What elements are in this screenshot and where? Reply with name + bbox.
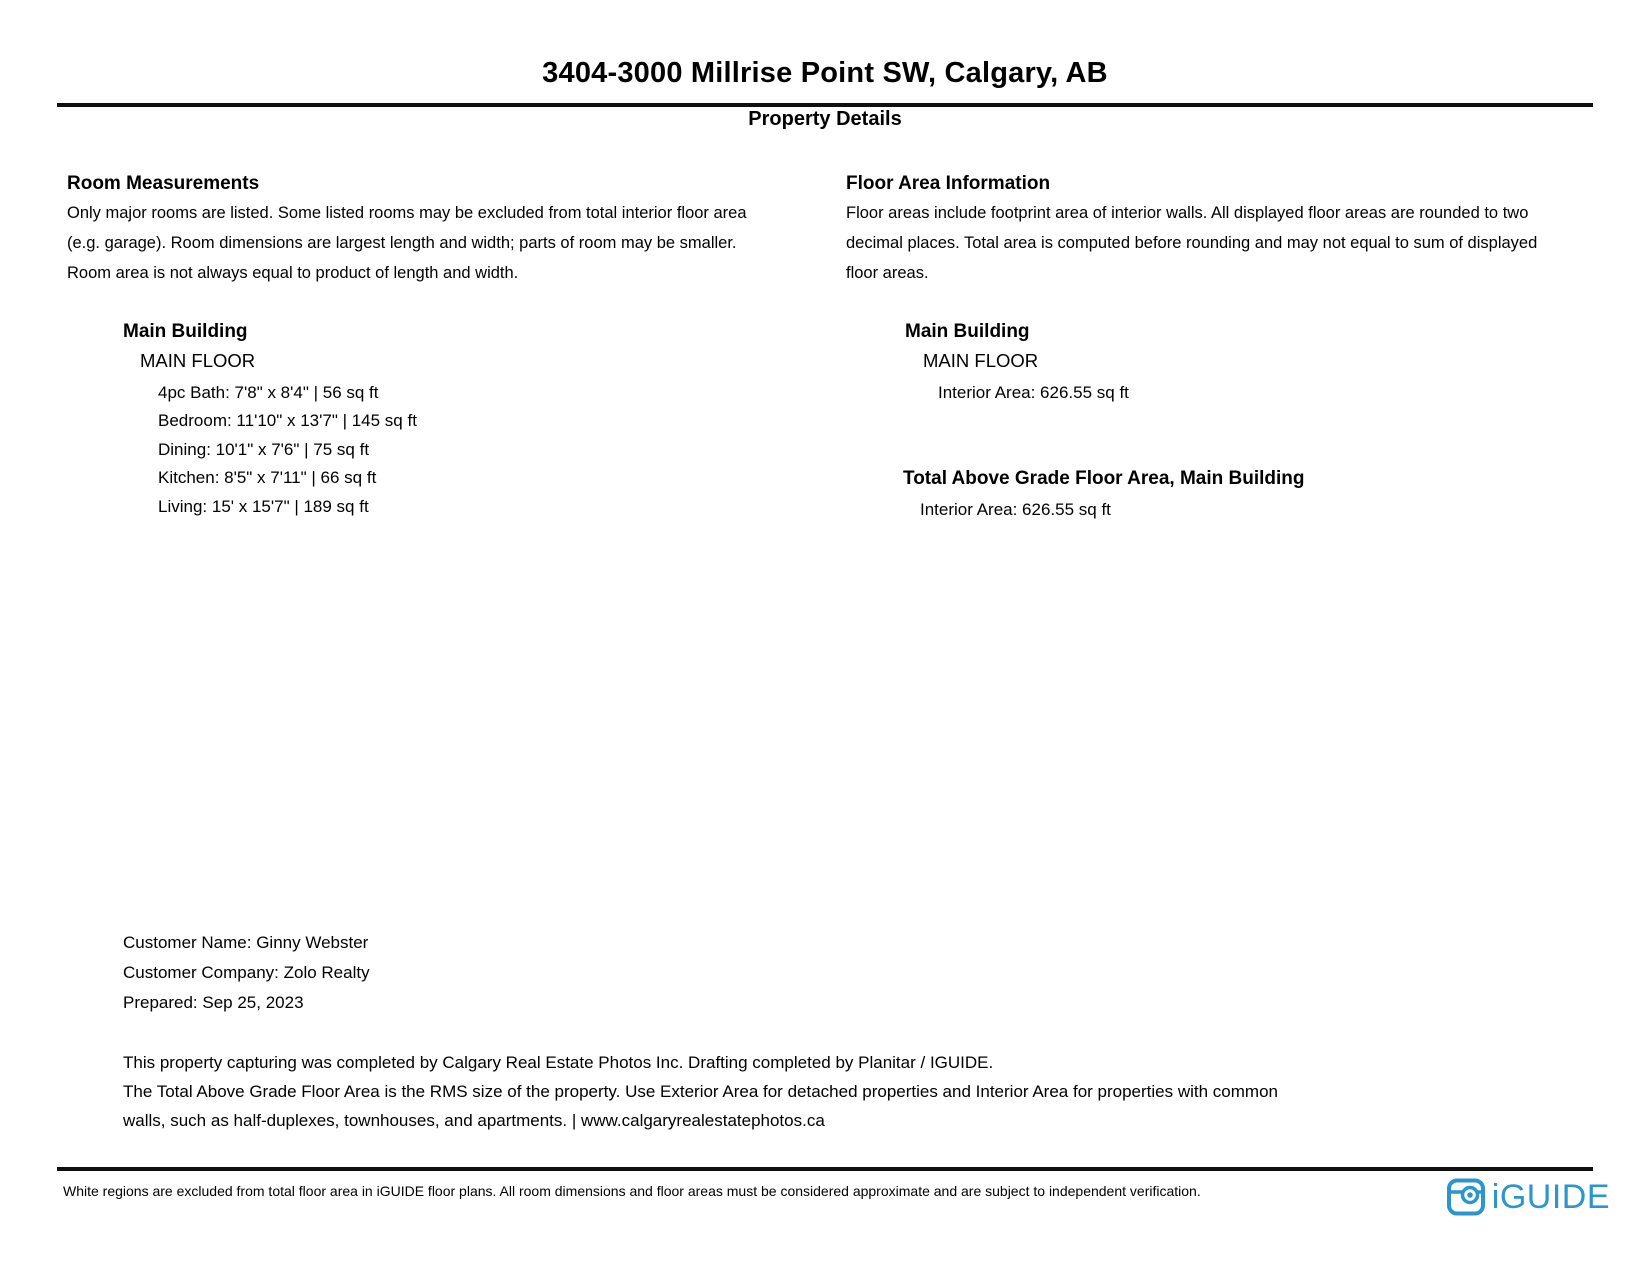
room-line-bedroom: Bedroom: 11'10" x 13'7" | 145 sq ft — [158, 411, 417, 431]
prepared-date-line: Prepared: Sep 25, 2023 — [123, 993, 304, 1012]
right-main-floor-label: MAIN FLOOR — [923, 350, 1039, 371]
description-line: Only major rooms are listed. Some listed rooms may be excluded from total interior floor area — [67, 204, 747, 222]
notes-block — [123, 1048, 1583, 1135]
description-line: decimal places. Total area is computed before rounding and may not equal to sum of displayed — [846, 234, 1538, 252]
room-line-kitchen: Kitchen: 8'5" x 7'11" | 66 sq ft — [158, 468, 377, 488]
customer-company-line: Customer Company: Zolo Realty — [123, 963, 370, 982]
footer-divider — [57, 1167, 1593, 1171]
room-line-dining: Dining: 10'1" x 7'6" | 75 sq ft — [158, 439, 370, 459]
iguide-logo-text: iGUIDE — [1491, 1177, 1610, 1216]
footer-disclaimer: White regions are excluded from total floor area in iGUIDE floor plans. All room dimensions and floor areas must be considered approximate and are subject to independent verification. — [63, 1183, 1201, 1199]
room-line-bath: 4pc Bath: 7'8" x 8'4" | 56 sq ft — [158, 383, 379, 402]
floor-area-heading: Floor Area Information — [846, 173, 1051, 194]
description-line: Floor areas include footprint area of interior walls. All displayed floor areas are rounded to two — [846, 204, 1529, 222]
left-main-building-label: Main Building — [123, 321, 248, 342]
description-line: floor areas. — [846, 264, 929, 282]
page-subtitle: Property Details — [748, 108, 902, 130]
room-line-living: Living: 15' x 15'7" | 189 sq ft — [158, 496, 369, 516]
left-main-floor-label: MAIN FLOOR — [140, 350, 256, 371]
page-title: 3404-3000 Millrise Point SW, Calgary, AB — [542, 57, 1108, 89]
iguide-camera-icon — [1446, 1177, 1486, 1217]
header-divider — [57, 103, 1593, 107]
floor-area-description — [846, 198, 1586, 288]
interior-area-line: Interior Area: 626.55 sq ft — [938, 383, 1129, 402]
notes-line-website: walls, such as half-duplexes, townhouses, and apartments. | www.calgaryrealestatephotos.ca — [123, 1111, 825, 1130]
customer-info-block — [123, 928, 370, 1018]
total-above-grade-heading: Total Above Grade Floor Area, Main Building — [903, 468, 1305, 489]
notes-line-capture: This property capturing was completed by Calgary Real Estate Photos Inc. Drafting completed by Planitar / IGUIDE. — [123, 1053, 994, 1072]
total-interior-area-line: Interior Area: 626.55 sq ft — [920, 500, 1111, 519]
description-line: Room area is not always equal to product of length and width. — [67, 264, 519, 282]
customer-name-line: Customer Name: Ginny Webster — [123, 933, 369, 952]
description-line: (e.g. garage). Room dimensions are largest length and width; parts of room may be smaller. — [67, 234, 737, 252]
room-measurements-description — [67, 198, 847, 288]
right-main-building-label: Main Building — [905, 321, 1030, 342]
room-list — [158, 379, 417, 521]
room-measurements-heading: Room Measurements — [67, 173, 260, 194]
notes-line-rms: The Total Above Grade Floor Area is the RMS size of the property. Use Exterior Area for detached properties and Interior Area for properties with common — [123, 1082, 1278, 1101]
iguide-logo — [1446, 1175, 1610, 1219]
